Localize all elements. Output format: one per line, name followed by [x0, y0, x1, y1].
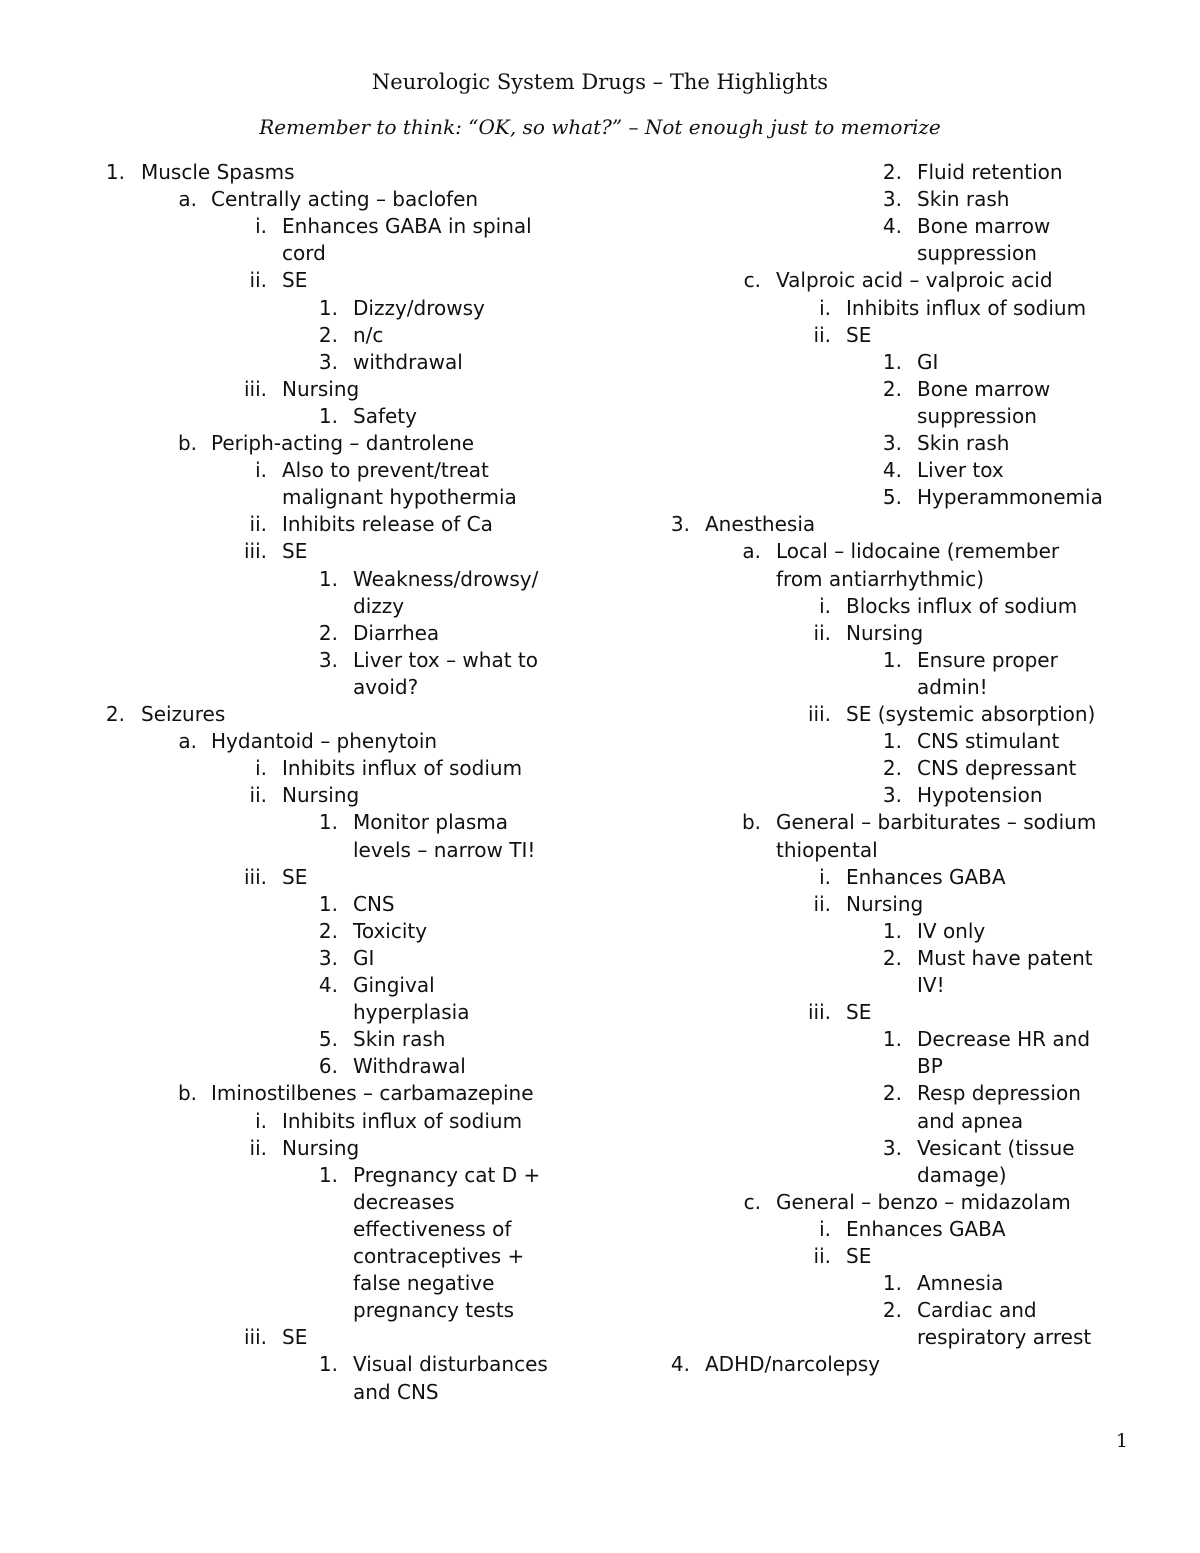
outline-marker: ii.: [813, 891, 831, 916]
outline-marker: 2.: [882, 756, 902, 781]
document-subtitle: Remember to think: “OK, so what?” – Not enough just to memorize: [259, 115, 941, 139]
outline-marker: 4.: [882, 214, 902, 239]
outline-marker: 1.: [318, 1352, 338, 1377]
outline-marker: 3.: [882, 1135, 902, 1160]
document-title: Neurologic System Drugs – The Highlights: [371, 70, 829, 94]
outline-text: contraceptives +: [353, 1244, 525, 1268]
outline-marker: 1.: [882, 647, 902, 672]
outline-marker: i.: [255, 214, 267, 239]
outline-text: IV!: [917, 973, 945, 997]
outline-text: n/c: [353, 322, 384, 347]
outline-text: admin!: [917, 674, 988, 699]
outline-text: SE: [282, 539, 308, 564]
outline-marker: 2.: [882, 160, 902, 184]
outline-text: suppression: [917, 241, 1037, 266]
outline-text: effectiveness of: [353, 1216, 512, 1241]
outline-text: and apnea: [917, 1108, 1024, 1133]
outline-marker: i.: [819, 593, 831, 618]
outline-text: Anesthesia: [705, 512, 816, 537]
outline-marker: 3.: [318, 945, 338, 970]
outline-text: Bone marrow: [917, 214, 1051, 239]
outline-marker: iii.: [243, 1325, 267, 1350]
outline-text: Also to prevent/treat: [282, 458, 489, 483]
outline-text: Hydantoid – phenytoin: [211, 729, 438, 754]
outline-text: Hyperammonemia: [917, 485, 1103, 510]
outline-text: Dizzy/drowsy: [353, 295, 485, 320]
outline-marker: ii.: [813, 620, 831, 645]
outline-marker: i.: [255, 1108, 267, 1133]
outline-text: and CNS: [353, 1379, 439, 1404]
outline-text: from antiarrhythmic): [776, 566, 985, 591]
outline-text: General – benzo – midazolam: [776, 1189, 1071, 1214]
outline-text: SE (systemic absorption): [846, 702, 1096, 726]
outline-text: hyperplasia: [353, 1000, 470, 1025]
outline-marker: 3.: [882, 431, 902, 455]
outline-text: Monitor plasma: [353, 810, 509, 835]
outline-marker: a.: [178, 729, 197, 754]
outline-text: Skin rash: [917, 187, 1010, 212]
outline-text: Decrease HR and: [917, 1027, 1091, 1052]
outline-marker: 3.: [318, 647, 338, 672]
outline-text: Enhances GABA: [846, 864, 1006, 889]
outline-text: Nursing: [846, 620, 924, 645]
outline-marker: 1.: [318, 566, 338, 591]
outline-text: Valproic acid – valproic acid: [776, 268, 1053, 293]
outline-text: CNS: [353, 891, 395, 916]
outline-line: [0, 1379, 439, 1406]
outline-text: Periph-acting – dantrolene: [211, 431, 475, 455]
outline-text: SE: [846, 1000, 872, 1025]
outline-marker: 6.: [318, 1054, 338, 1079]
outline-text: Visual disturbances: [353, 1352, 548, 1377]
outline-text: respiratory arrest: [917, 1325, 1092, 1350]
outline-text: withdrawal: [353, 349, 463, 374]
outline-text: Weakness/drowsy/: [353, 566, 539, 591]
outline-text: Local – lidocaine (remember: [776, 539, 1060, 564]
outline-text: levels – narrow TI!: [353, 837, 536, 862]
outline-text: SE: [846, 322, 872, 347]
outline-marker: 2.: [882, 376, 902, 401]
outline-text: Enhances GABA: [846, 1216, 1006, 1241]
page-number: 1: [1115, 1430, 1128, 1452]
outline-text: Centrally acting – baclofen: [211, 187, 479, 212]
outline-text: Gingival: [353, 973, 435, 997]
outline-marker: 1.: [882, 1271, 902, 1296]
outline-marker: ii.: [249, 268, 267, 293]
outline-text: Liver tox: [917, 458, 1004, 483]
outline-text: Inhibits release of Ca: [282, 512, 493, 537]
outline-marker: 1.: [318, 891, 338, 916]
outline-marker: 3.: [318, 349, 338, 374]
outline-marker: 3.: [882, 187, 902, 212]
outline-marker: 2.: [882, 1298, 902, 1323]
outline-marker: i.: [255, 458, 267, 483]
outline-marker: 2.: [318, 322, 338, 347]
outline-text: Inhibits influx of sodium: [282, 756, 523, 781]
outline-text: false negative: [353, 1271, 495, 1296]
outline-text: Inhibits influx of sodium: [846, 295, 1087, 320]
outline-text: General – barbiturates – sodium: [776, 810, 1097, 835]
outline-text: Liver tox – what to: [353, 647, 538, 672]
outline-text: Skin rash: [353, 1027, 446, 1052]
outline-marker: ii.: [249, 1135, 267, 1160]
outline-marker: iii.: [807, 702, 831, 726]
outline-marker: iii.: [243, 864, 267, 889]
outline-marker: ii.: [813, 322, 831, 347]
outline-marker: c.: [743, 268, 761, 293]
outline-text: avoid?: [353, 674, 419, 699]
outline-text: Amnesia: [917, 1271, 1004, 1296]
outline-text: Bone marrow: [917, 376, 1051, 401]
outline-marker: 4.: [882, 458, 902, 483]
outline-text: SE: [282, 864, 308, 889]
outline-marker: iii.: [243, 376, 267, 401]
outline-marker: i.: [819, 864, 831, 889]
outline-text: Muscle Spasms: [141, 160, 295, 184]
outline-text: GI: [353, 945, 375, 970]
outline-marker: ii.: [249, 512, 267, 537]
outline-text: Nursing: [282, 376, 360, 401]
outline-marker: 2.: [105, 702, 125, 726]
outline-text: pregnancy tests: [353, 1298, 515, 1323]
outline-marker: 1.: [318, 295, 338, 320]
outline-marker: ii.: [249, 783, 267, 808]
outline-text: Enhances GABA in spinal: [282, 214, 532, 239]
outline-text: SE: [282, 268, 308, 293]
outline-marker: b.: [177, 431, 197, 455]
outline-text: Withdrawal: [353, 1054, 466, 1079]
outline-text: Fluid retention: [917, 160, 1063, 184]
outline-text: BP: [917, 1054, 943, 1079]
outline-text: Safety: [353, 403, 417, 428]
outline-marker: 3.: [670, 512, 690, 537]
outline-marker: 5.: [318, 1027, 338, 1052]
outline-text: Blocks influx of sodium: [846, 593, 1078, 618]
outline-text: SE: [282, 1325, 308, 1350]
outline-marker: b.: [741, 810, 761, 835]
outline-text: Nursing: [282, 1135, 360, 1160]
outline-marker: i.: [255, 756, 267, 781]
outline-text: Toxicity: [353, 918, 428, 943]
outline-text: Inhibits influx of sodium: [282, 1108, 523, 1133]
outline-text: CNS depressant: [917, 756, 1077, 781]
outline-marker: 1.: [882, 729, 902, 754]
outline-text: SE: [846, 1244, 872, 1268]
outline-text: GI: [917, 349, 939, 374]
outline-marker: 4.: [318, 973, 338, 997]
outline-marker: i.: [819, 295, 831, 320]
outline-text: Must have patent: [917, 945, 1093, 970]
outline-marker: c.: [743, 1189, 761, 1214]
outline-text: Diarrhea: [353, 620, 440, 645]
outline-marker: 1.: [318, 403, 338, 428]
outline-text: Ensure proper: [917, 647, 1058, 672]
outline-marker: 1.: [105, 160, 125, 184]
outline-marker: iii.: [243, 539, 267, 564]
outline-text: ADHD/narcolepsy: [705, 1352, 881, 1377]
outline-text: thiopental: [776, 837, 878, 862]
outline-marker: 1.: [318, 810, 338, 835]
outline-text: Nursing: [282, 783, 360, 808]
outline-text: Nursing: [846, 891, 924, 916]
outline-marker: 2.: [882, 945, 902, 970]
outline-marker: a.: [178, 187, 197, 212]
outline-marker: 1.: [882, 918, 902, 943]
outline-text: Seizures: [141, 702, 226, 726]
outline-text: cord: [282, 241, 326, 266]
outline-text: Iminostilbenes – carbamazepine: [211, 1081, 534, 1106]
outline-marker: i.: [819, 1216, 831, 1241]
outline-marker: 2.: [318, 620, 338, 645]
outline-marker: 4.: [670, 1352, 690, 1377]
outline-text: damage): [917, 1162, 1007, 1187]
outline-text: Vesicant (tissue: [917, 1135, 1075, 1160]
outline-text: IV only: [917, 918, 986, 943]
outline-text: Pregnancy cat D +: [353, 1162, 541, 1187]
outline-text: Skin rash: [917, 431, 1010, 455]
outline-marker: iii.: [807, 1000, 831, 1025]
outline-text: Hypotension: [917, 783, 1043, 808]
outline-text: malignant hypothermia: [282, 485, 517, 510]
outline-marker: 2.: [882, 1081, 902, 1106]
outline-text: dizzy: [353, 593, 405, 618]
outline-marker: 5.: [882, 485, 902, 510]
outline-marker: ii.: [813, 1244, 831, 1268]
outline-text: Cardiac and: [917, 1298, 1037, 1323]
outline-text: CNS stimulant: [917, 729, 1060, 754]
outline-marker: a.: [742, 539, 761, 564]
outline-marker: 1.: [882, 1027, 902, 1052]
outline-text: decreases: [353, 1189, 455, 1214]
outline-marker: 2.: [318, 918, 338, 943]
outline-marker: 3.: [882, 783, 902, 808]
outline-marker: b.: [177, 1081, 197, 1106]
outline-marker: 1.: [882, 349, 902, 374]
outline-text: Resp depression: [917, 1081, 1081, 1106]
outline-marker: 1.: [318, 1162, 338, 1187]
outline-text: suppression: [917, 403, 1037, 428]
